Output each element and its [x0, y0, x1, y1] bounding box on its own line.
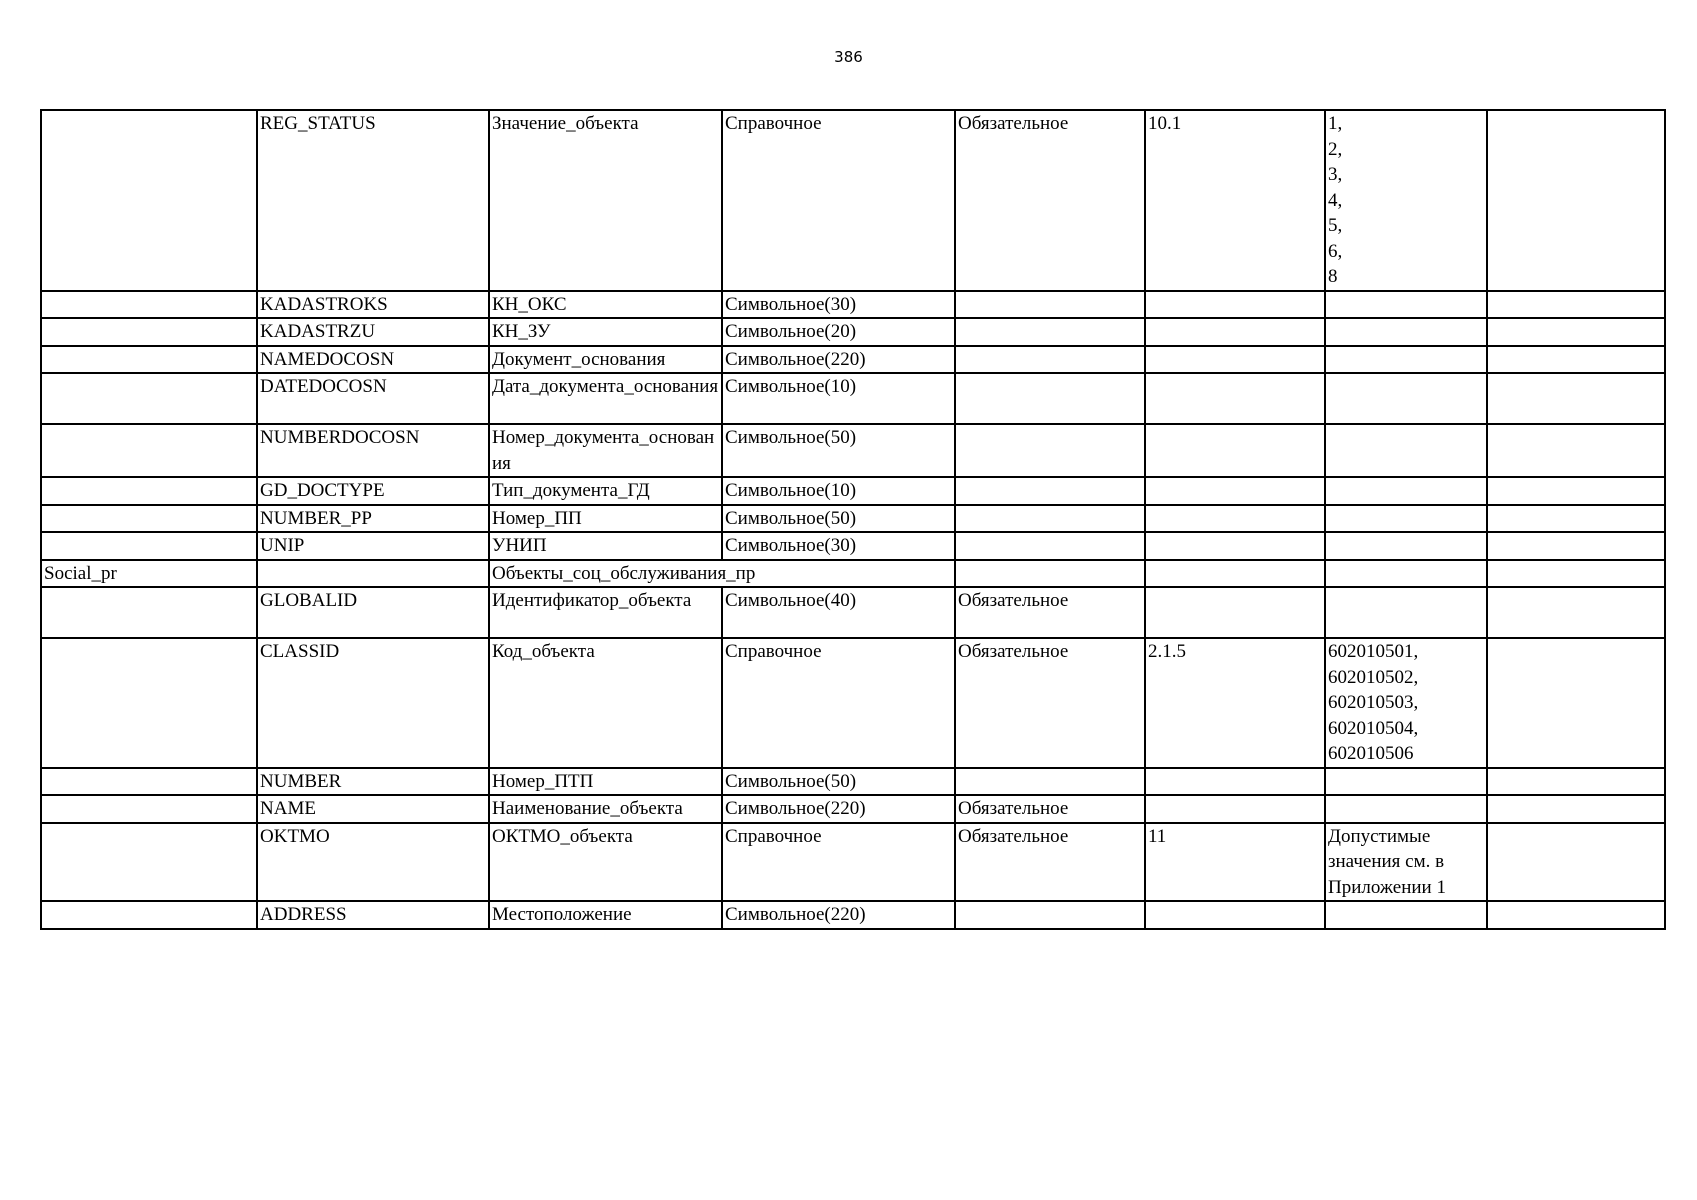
values-cell [1325, 587, 1487, 638]
field-type-cell: Символьное(10) [722, 373, 955, 424]
field-name-cell: ADDRESS [257, 901, 489, 929]
code-cell [1145, 318, 1325, 346]
note-cell [1487, 560, 1665, 588]
table-row [41, 638, 1665, 768]
values-cell: 1, 2, 3, 4, 5, 6, 8 [1325, 110, 1487, 291]
layer-cell [41, 346, 257, 374]
table-row [41, 424, 1665, 477]
field-type-cell: Символьное(30) [722, 532, 955, 560]
values-cell [1325, 477, 1487, 505]
required-cell [955, 291, 1145, 319]
table-row [41, 477, 1665, 505]
required-cell [955, 505, 1145, 533]
field-name-cell: KADASTROKS [257, 291, 489, 319]
required-cell [955, 373, 1145, 424]
table-row [41, 346, 1665, 374]
field-alias-cell: Код_объекта [489, 638, 722, 768]
field-alias-cell: Номер_ПТП [489, 768, 722, 796]
field-name-cell: NUMBER [257, 768, 489, 796]
field-name-cell: KADASTRZU [257, 318, 489, 346]
note-cell [1487, 477, 1665, 505]
code-cell [1145, 477, 1325, 505]
field-name-cell: OKTMO [257, 823, 489, 902]
required-cell [955, 477, 1145, 505]
field-name-cell: CLASSID [257, 638, 489, 768]
note-cell [1487, 291, 1665, 319]
field-alias-cell: Идентификатор_объекта [489, 587, 722, 638]
field-type-cell: Символьное(50) [722, 768, 955, 796]
field-alias-cell: Документ_основания [489, 346, 722, 374]
field-name-cell: GD_DOCTYPE [257, 477, 489, 505]
table-row [41, 110, 1665, 291]
note-cell [1487, 110, 1665, 291]
layer-cell [41, 768, 257, 796]
note-cell [1487, 901, 1665, 929]
required-cell: Обязательное [955, 638, 1145, 768]
field-name-cell: DATEDOCOSN [257, 373, 489, 424]
field-type-cell: Справочное [722, 110, 955, 291]
note-cell [1487, 638, 1665, 768]
field-type-cell: Символьное(220) [722, 346, 955, 374]
field-type-cell: Символьное(20) [722, 318, 955, 346]
layer-cell [41, 291, 257, 319]
code-cell: 10.1 [1145, 110, 1325, 291]
values-cell [1325, 560, 1487, 588]
values-cell [1325, 505, 1487, 533]
table-row [41, 560, 1665, 588]
values-cell [1325, 373, 1487, 424]
required-cell [955, 424, 1145, 477]
required-cell [955, 901, 1145, 929]
field-type-cell: Символьное(220) [722, 901, 955, 929]
values-cell [1325, 768, 1487, 796]
layer-cell [41, 795, 257, 823]
layer-cell [41, 532, 257, 560]
values-cell [1325, 795, 1487, 823]
field-name-cell: NUMBER_PP [257, 505, 489, 533]
field-alias-cell: УНИП [489, 532, 722, 560]
required-cell: Обязательное [955, 795, 1145, 823]
field-alias-cell: КН_ЗУ [489, 318, 722, 346]
field-alias-cell: Значение_объекта [489, 110, 722, 291]
code-cell [1145, 795, 1325, 823]
field-name-cell: NUMBERDOCOSN [257, 424, 489, 477]
code-cell [1145, 587, 1325, 638]
page-number: 386 [834, 48, 863, 66]
layer-cell [41, 901, 257, 929]
values-cell [1325, 346, 1487, 374]
code-cell [1145, 424, 1325, 477]
table-row [41, 795, 1665, 823]
required-cell [955, 768, 1145, 796]
field-name-cell: NAME [257, 795, 489, 823]
values-cell [1325, 291, 1487, 319]
field-alias-cell: Наименование_объекта [489, 795, 722, 823]
note-cell [1487, 768, 1665, 796]
field-alias-cell: Объекты_соц_обслуживания_пр [489, 560, 955, 588]
code-cell [1145, 291, 1325, 319]
layer-cell [41, 373, 257, 424]
code-cell [1145, 505, 1325, 533]
field-type-cell: Символьное(30) [722, 291, 955, 319]
layer-cell [41, 424, 257, 477]
note-cell [1487, 587, 1665, 638]
note-cell [1487, 823, 1665, 902]
field-name-cell: REG_STATUS [257, 110, 489, 291]
layer-cell: Social_pr [41, 560, 257, 588]
code-cell [1145, 346, 1325, 374]
code-cell [1145, 560, 1325, 588]
table-row [41, 291, 1665, 319]
field-name-cell [257, 560, 489, 588]
required-cell [955, 318, 1145, 346]
table-row [41, 505, 1665, 533]
layer-cell [41, 505, 257, 533]
code-cell [1145, 373, 1325, 424]
values-cell [1325, 424, 1487, 477]
layer-cell [41, 823, 257, 902]
field-alias-cell: Местоположение [489, 901, 722, 929]
field-alias-cell: Номер_документа_основания [489, 424, 722, 477]
field-type-cell: Справочное [722, 823, 955, 902]
code-cell: 11 [1145, 823, 1325, 902]
required-cell: Обязательное [955, 110, 1145, 291]
table-row [41, 373, 1665, 424]
table-row [41, 768, 1665, 796]
required-cell [955, 346, 1145, 374]
note-cell [1487, 424, 1665, 477]
field-name-cell: NAMEDOCOSN [257, 346, 489, 374]
values-cell [1325, 532, 1487, 560]
layer-cell [41, 638, 257, 768]
field-type-cell: Символьное(50) [722, 505, 955, 533]
field-name-cell: GLOBALID [257, 587, 489, 638]
field-alias-cell: Дата_документа_основания [489, 373, 722, 424]
field-type-cell: Символьное(220) [722, 795, 955, 823]
field-alias-cell: Номер_ПП [489, 505, 722, 533]
layer-cell [41, 318, 257, 346]
note-cell [1487, 346, 1665, 374]
values-cell [1325, 318, 1487, 346]
layer-cell [41, 587, 257, 638]
note-cell [1487, 795, 1665, 823]
field-type-cell: Символьное(10) [722, 477, 955, 505]
field-name-cell: UNIP [257, 532, 489, 560]
table-row [41, 901, 1665, 929]
note-cell [1487, 505, 1665, 533]
required-cell: Обязательное [955, 587, 1145, 638]
table-row [41, 587, 1665, 638]
data-table [40, 109, 1666, 930]
table-row [41, 532, 1665, 560]
note-cell [1487, 373, 1665, 424]
code-cell [1145, 768, 1325, 796]
field-type-cell: Символьное(40) [722, 587, 955, 638]
code-cell: 2.1.5 [1145, 638, 1325, 768]
layer-cell [41, 110, 257, 291]
required-cell [955, 560, 1145, 588]
field-type-cell: Справочное [722, 638, 955, 768]
field-type-cell: Символьное(50) [722, 424, 955, 477]
code-cell [1145, 532, 1325, 560]
layer-cell [41, 477, 257, 505]
values-cell: Допустимые значения см. в Приложении 1 [1325, 823, 1487, 902]
code-cell [1145, 901, 1325, 929]
values-cell: 602010501, 602010502, 602010503, 602010504, 602010506 [1325, 638, 1487, 768]
note-cell [1487, 318, 1665, 346]
field-alias-cell: КН_ОКС [489, 291, 722, 319]
values-cell [1325, 901, 1487, 929]
field-alias-cell: ОКТМО_объекта [489, 823, 722, 902]
required-cell [955, 532, 1145, 560]
required-cell: Обязательное [955, 823, 1145, 902]
table-row [41, 318, 1665, 346]
note-cell [1487, 532, 1665, 560]
field-alias-cell: Тип_документа_ГД [489, 477, 722, 505]
table-row [41, 823, 1665, 902]
